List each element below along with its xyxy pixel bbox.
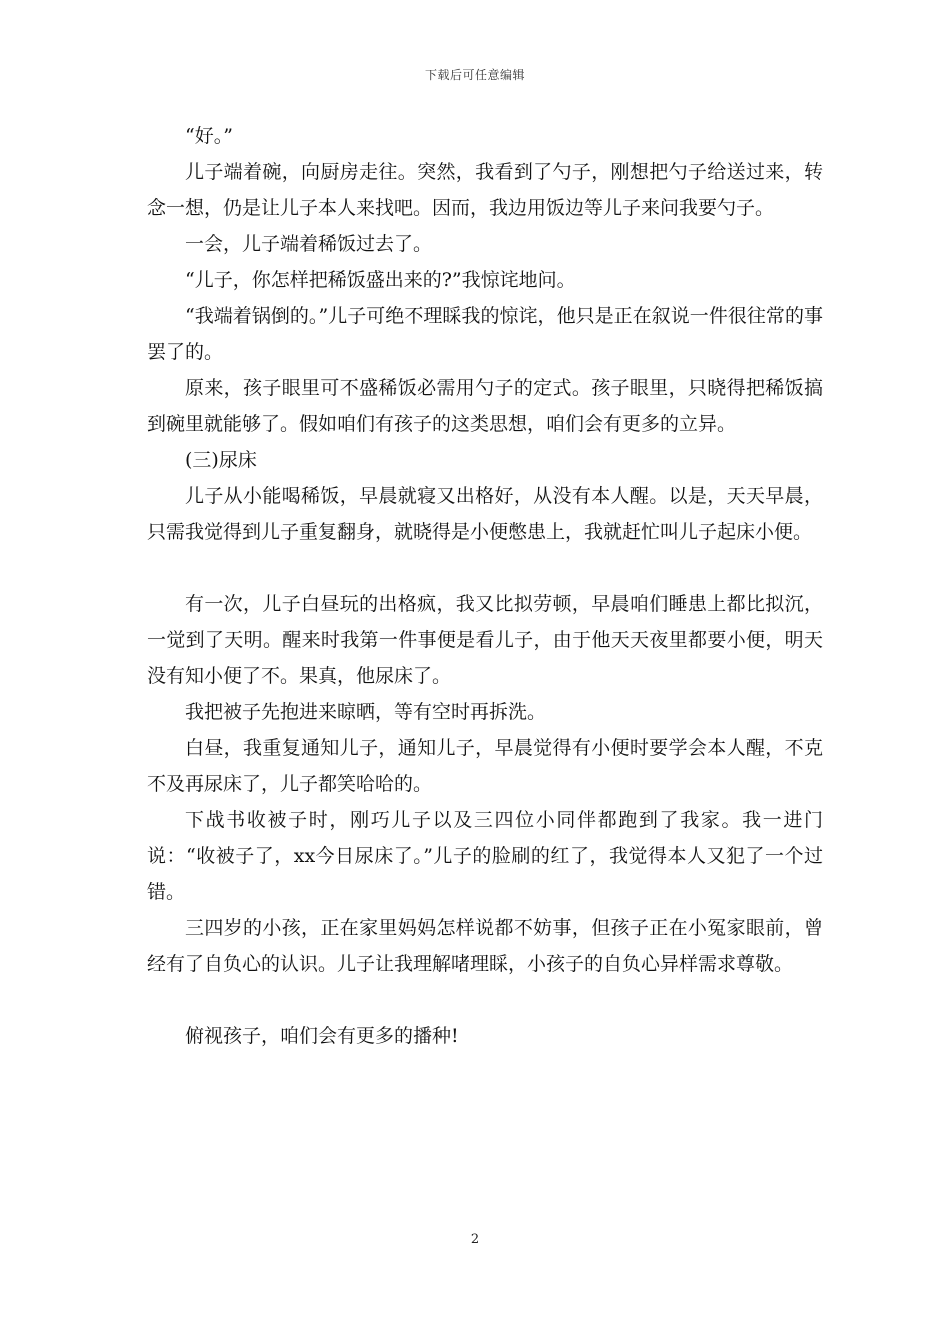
page-header: 下载后可任意编辑 (424, 68, 525, 82)
paragraph: “儿子，你怎样把稀饭盛出来的?”我惊诧地问。 (185, 269, 576, 291)
page-number: 2 (470, 1232, 480, 1247)
paragraph: 有一次，儿子白昼玩的出格疯，我又比拟劳顿，早晨咱们睡患上都比拟沉，一觉到了天明。醒来时我第一件事便是看儿子，由于他天天夜里都要小便，明天没有知小便了不。果真，他尿床了。 (147, 593, 823, 687)
section-heading: (三)尿床 (185, 449, 257, 471)
paragraph: “好。” (185, 125, 233, 147)
paragraph: 儿子从小能喝稀饭，早晨就寝又出格好，从没有本人醒。以是，天天早晨，只需我觉得到儿子重复翻身，就晓得是小便憋患上，我就赶忙叫儿子起床小便。 (147, 485, 823, 543)
paragraph: “我端着锅倒的。”儿子可绝不理睬我的惊诧，他只是正在叙说一件很往常的事罢了的。 (147, 305, 823, 363)
paragraph: 我把被子先抱进来晾晒，等有空时再拆洗。 (185, 701, 547, 723)
closing-paragraph: 俯视孩子，咱们会有更多的播种! (185, 1025, 459, 1047)
paragraph: 原来，孩子眼里可不盛稀饭必需用勺子的定式。孩子眼里，只晓得把稀饭搞到碗里就能够了。假如咱们有孩子的这类思想，咱们会有更多的立异。 (147, 377, 823, 435)
paragraph: 白昼，我重复通知儿子，通知儿子，早晨觉得有小便时要学会本人醒，不克不及再尿床了，儿子都笑哈哈的。 (147, 737, 823, 795)
paragraph: 一会，儿子端着稀饭过去了。 (185, 233, 433, 255)
paragraph: 下战书收被子时，刚巧儿子以及三四位小同伴都跑到了我家。我一进门说：“收被子了，xx今日尿床了。”儿子的脸刷的红了，我觉得本人又犯了一个过错。 (147, 809, 823, 903)
paragraph: 儿子端着碗，向厨房走往。突然，我看到了勺子，刚想把勺子给送过来，转念一想，仍是让儿子本人来找吧。因而，我边用饭边等儿子来问我要勺子。 (147, 161, 823, 219)
document-body (147, 118, 823, 1054)
paragraph: 三四岁的小孩，正在家里妈妈怎样说都不妨事，但孩子正在小冤家眼前，曾经有了自负心的认识。儿子让我理解啫理睬，小孩子的自负心异样需求尊敬。 (147, 917, 823, 975)
